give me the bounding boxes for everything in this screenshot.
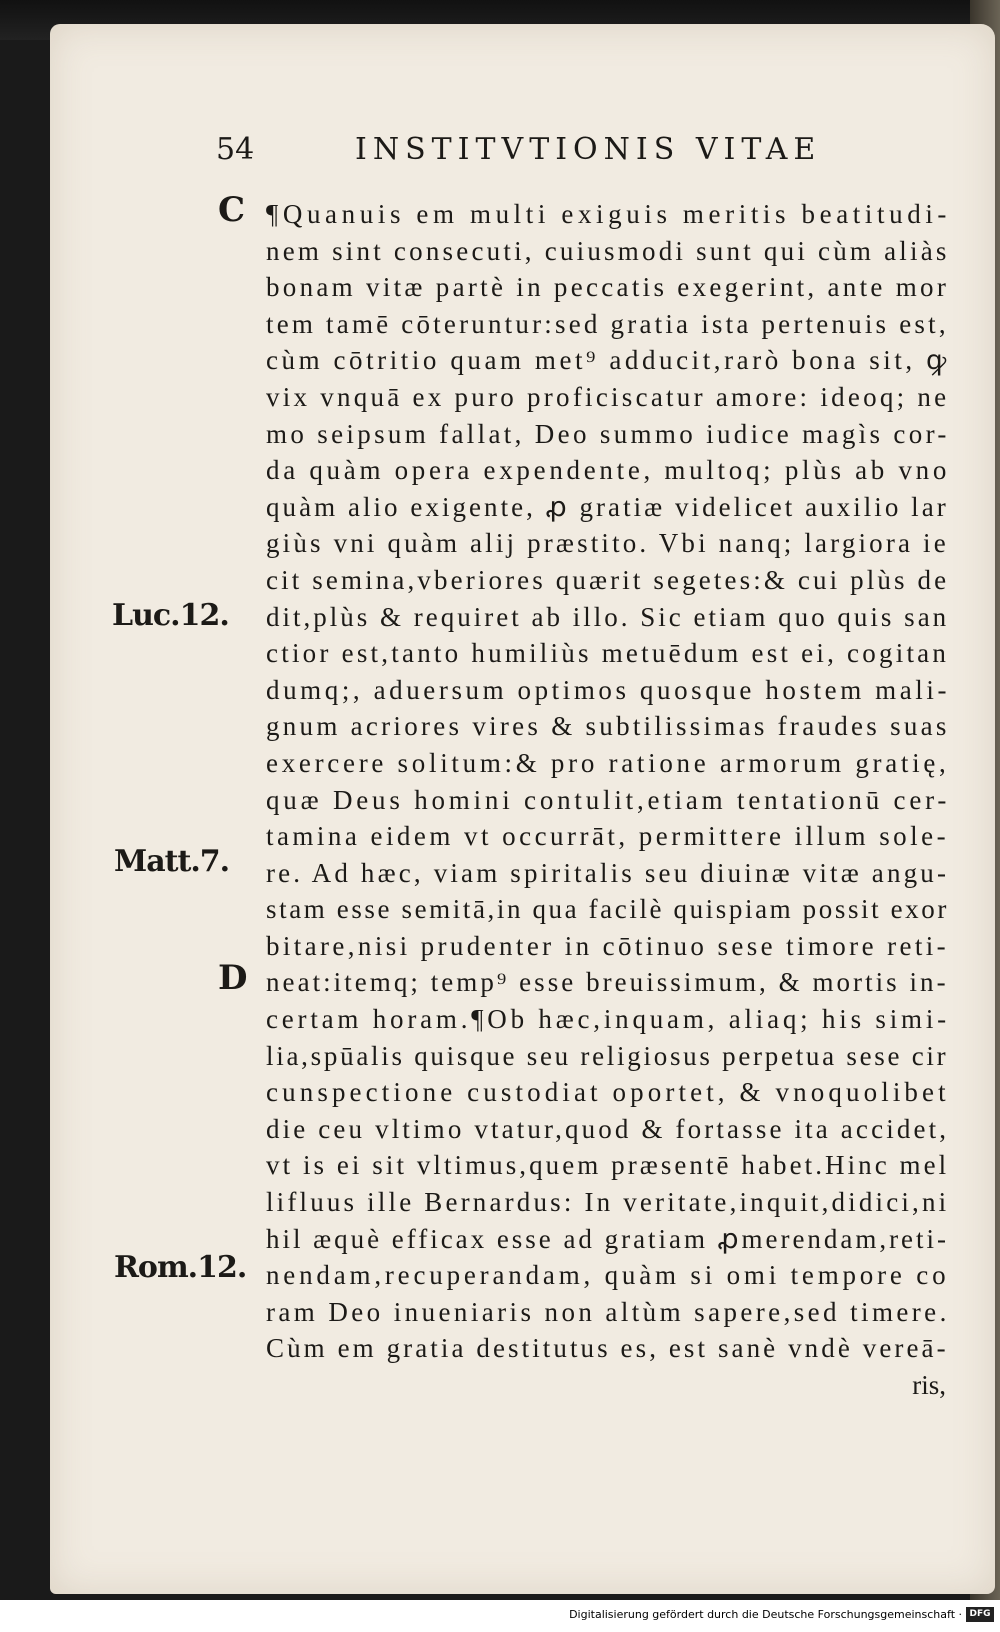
- text-line: nem sint consecuti, cuiusmodi sunt qui cùm aliàs: [266, 235, 950, 266]
- text-line: exercere solitum:& pro ratione armorum gratię,: [266, 747, 950, 778]
- text-line: re. Ad hæc, viam spiritalis seu diuinæ vitæ angu-: [266, 857, 950, 888]
- margin-note-rom: Rom.12.: [114, 1250, 247, 1285]
- text-line: stam esse semitā,in qua facilè quispiam possit exor: [266, 894, 949, 925]
- margin-note-matt: Matt.7.: [114, 844, 230, 879]
- text-line: quæ Deus homini contulit,etiam tentationū cer-: [266, 784, 951, 815]
- text-line: ram Deo inueniaris non altùm sapere,sed timere.: [266, 1296, 950, 1327]
- section-mark-c: C: [218, 190, 246, 230]
- text-line: vt is ei sit vltimus,quem præsentē habet.Hinc mel: [266, 1150, 950, 1181]
- text-line: lifluus ille Bernardus: In veritate,inquit,didici,ni: [266, 1187, 950, 1218]
- text-line: cunspectione custodiat oportet, & vnoquolibet: [266, 1077, 950, 1108]
- dfg-logo: DFG: [966, 1607, 994, 1622]
- page-number: 54: [216, 132, 255, 167]
- text-line: ¶Quanuis em multi exiguis meritis beatitudi-: [266, 199, 952, 229]
- margin-note-luc: Luc.12.: [112, 598, 229, 633]
- footer-credit: Digitalisierung gefördert durch die Deutsche Forschungsgemeinschaft ·: [569, 1608, 962, 1621]
- text-line: ctior est,tanto humiliùs metuēdum est ei, cogitan: [266, 638, 950, 669]
- text-line: lia,spūalis quisque seu religiosus perpetua sese cir: [266, 1040, 949, 1071]
- text-line: cùm cōtritio quam met⁹ adducit,rarò bona sit, ꝙ: [266, 345, 950, 376]
- running-head: INSTITVTIONIS VITAE: [355, 132, 822, 167]
- text-line: Cùm em gratia destitutus es, est sanè vndè vereā-: [266, 1333, 949, 1364]
- catchword: ris,: [912, 1370, 946, 1400]
- text-line: hil æquè efficax esse ad gratiam ꝓmerendam,reti-: [266, 1223, 949, 1254]
- text-line: die ceu vltimo vtatur,quod & fortasse ita accidet,: [266, 1113, 950, 1144]
- text-line: giùs vni quàm alij præstito. Vbi nanq; largiora ie: [266, 528, 949, 559]
- text-line: bonam vitæ partè in peccatis exegerint, ante mor: [266, 272, 950, 303]
- section-mark-d: D: [218, 958, 248, 998]
- text-line: vix vnquā ex puro proficiscatur amore: ideoq; ne: [266, 381, 950, 412]
- text-line: tamina eidem vt occurrāt, permittere illum sole-: [266, 821, 950, 852]
- text-line: nendam,recuperandam, quàm si omi tempore co: [266, 1260, 950, 1291]
- text-line: neat:itemq; temp⁹ esse breuissimum, & mortis in-: [266, 967, 949, 998]
- body-text: [266, 196, 952, 1404]
- text-line: certam horam.¶Ob hæc,inquam, aliaq; his simi-: [266, 1004, 950, 1035]
- text-line: mo seipsum fallat, Deo summo iudice magìs cor-: [266, 418, 950, 449]
- text-line: quàm alio exigente, ꝓ gratiæ videlicet auxilio lar: [266, 491, 949, 522]
- footer-bar: [0, 1600, 1000, 1632]
- text-line: tem tamē cōteruntur:sed gratia ista pertenuis est,: [266, 308, 949, 339]
- text-line: bitare,nisi prudenter in cōtinuo sese timore reti-: [266, 930, 949, 961]
- text-line: da quàm opera expendente, multoq; plùs ab vno: [266, 455, 951, 486]
- text-line: dumq;, aduersum optimos quosque hostem mali-: [266, 674, 951, 705]
- text-line: gnum acriores vires & subtilissimas fraudes suas: [266, 711, 950, 742]
- text-line: cit semina,vberiores quærit segetes:& cui plùs de: [266, 564, 950, 595]
- text-line: dit,plùs & requiret ab illo. Sic etiam quo quis san: [266, 601, 950, 632]
